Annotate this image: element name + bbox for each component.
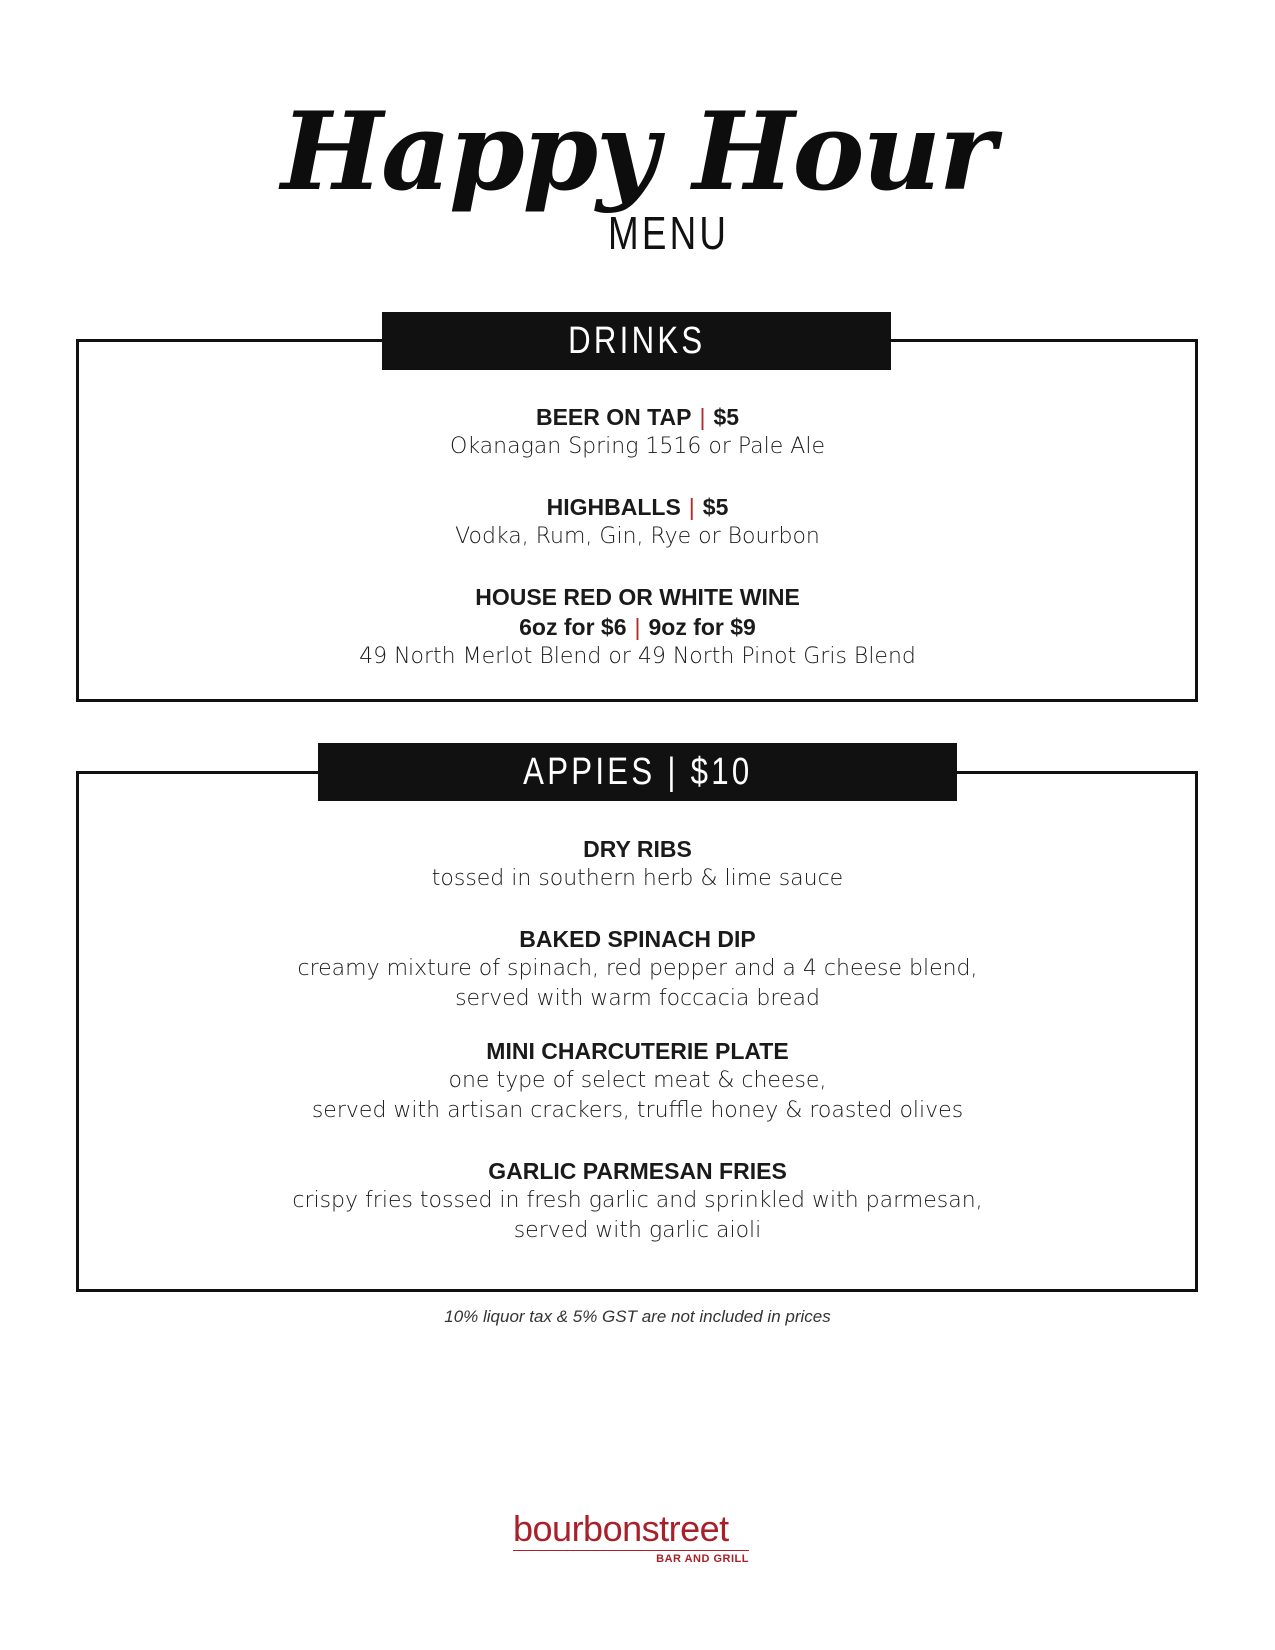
- item-description: creamy mixture of spinach, red pepper and a 4 cheese blend,: [297, 956, 978, 981]
- item-description: crispy fries tossed in fresh garlic and sprinkled with parmesan,: [292, 1188, 983, 1213]
- item-title: MINI CHARCUTERIE PLATE: [486, 1038, 789, 1064]
- appies-section-heading: APPIES | $10: [318, 743, 957, 801]
- menu-item-baked-spinach-dip: [0, 924, 1275, 1014]
- item-title: BEER ON TAP | $5: [535, 404, 740, 430]
- menu-item-mini-charcuterie-plate: [0, 1036, 1275, 1126]
- drinks-list: [0, 402, 1275, 702]
- drinks-section-heading: DRINKS: [382, 312, 891, 370]
- item-title: BAKED SPINACH DIP: [519, 926, 756, 952]
- menu-item-dry-ribs: [0, 834, 1275, 894]
- appies-list: [0, 834, 1275, 1276]
- item-description: tossed in southern herb & lime sauce: [431, 866, 844, 891]
- item-title: HOUSE RED OR WHITE WINE: [475, 584, 800, 610]
- item-title: GARLIC PARMESAN FRIES: [488, 1158, 787, 1184]
- menu-item-highballs: [0, 492, 1275, 552]
- page-subtitle: MENU: [608, 207, 730, 259]
- item-description: served with warm foccacia bread: [455, 986, 820, 1011]
- item-price-sizes: 6oz for $6 | 9oz for $9: [519, 614, 756, 640]
- logo-wordmark: bourbonstreet: [513, 1508, 729, 1549]
- tax-footnote: 10% liquor tax & 5% GST are not included in prices: [444, 1307, 831, 1326]
- brand-logo: [513, 1510, 753, 1565]
- item-title: HIGHBALLS | $5: [546, 494, 729, 520]
- item-description: Okanagan Spring 1516 or Pale Ale: [450, 434, 825, 459]
- item-description: Vodka, Rum, Gin, Rye or Bourbon: [455, 524, 820, 549]
- logo-underline: [513, 1550, 749, 1551]
- item-description: served with garlic aioli: [513, 1218, 762, 1243]
- logo-tagline: BAR AND GRILL: [656, 1553, 749, 1565]
- item-title: DRY RIBS: [583, 836, 692, 862]
- page-title: Happy Hour: [281, 89, 994, 215]
- item-description: served with artisan crackers, truffle honey & roasted olives: [311, 1098, 964, 1123]
- item-description: one type of select meat & cheese,: [448, 1068, 827, 1093]
- item-description: 49 North Merlot Blend or 49 North Pinot Gris Blend: [359, 644, 916, 669]
- menu-item-beer-on-tap: [0, 402, 1275, 462]
- menu-item-house-wine: [0, 582, 1275, 672]
- menu-item-garlic-parmesan-fries: [0, 1156, 1275, 1246]
